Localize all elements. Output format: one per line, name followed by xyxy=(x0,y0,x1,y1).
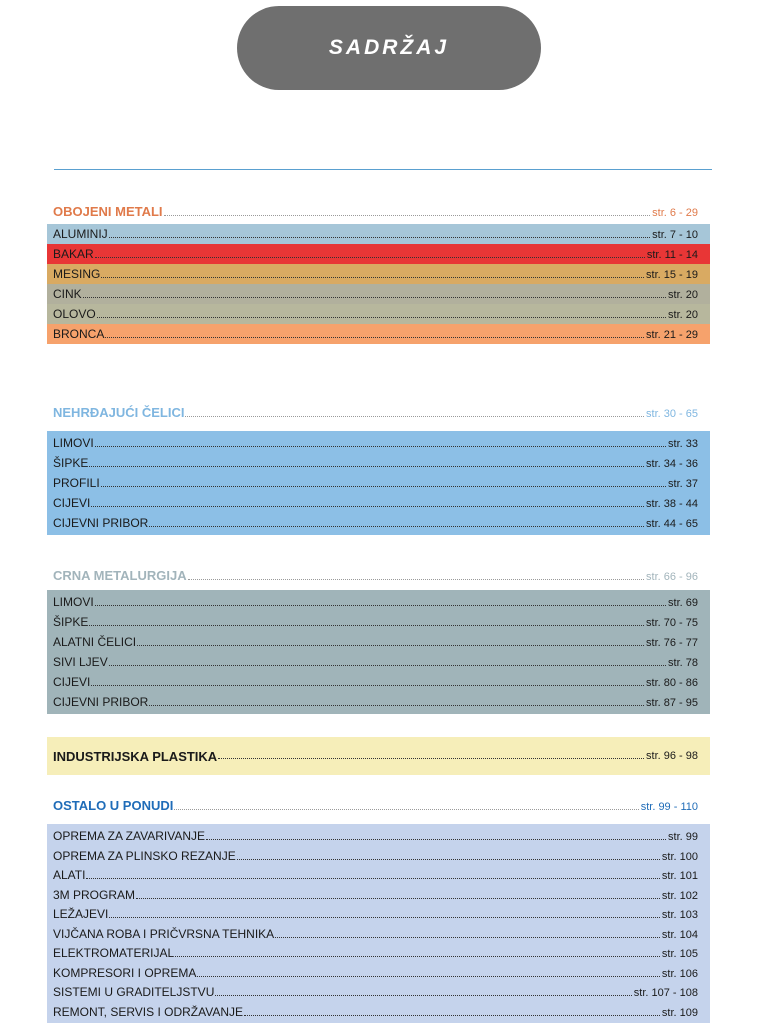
item-pages: str. 11 - 14 xyxy=(646,249,698,261)
item-pages: str. 102 xyxy=(661,889,698,902)
leader-dots xyxy=(109,917,660,918)
list-item[interactable] xyxy=(47,632,710,652)
list-item[interactable] xyxy=(47,224,710,244)
item-pages: str. 7 - 10 xyxy=(652,229,698,241)
leader-dots xyxy=(97,317,666,318)
section-header[interactable] xyxy=(47,568,710,588)
item-name: CIJEVNI PRIBOR xyxy=(53,516,149,530)
list-item[interactable] xyxy=(47,672,710,692)
section-header[interactable] xyxy=(47,204,710,224)
list-item[interactable] xyxy=(47,453,710,473)
item-name: ELEKTROMATERIJAL xyxy=(53,946,175,960)
section-title: NEHRĐAJUĆI ČELICI xyxy=(53,405,185,420)
leader-dots xyxy=(109,665,666,666)
list-item[interactable] xyxy=(47,433,710,453)
item-pages: str. 33 xyxy=(668,438,698,450)
leader-dots xyxy=(275,937,660,938)
leader-dots xyxy=(101,486,666,487)
leader-dots xyxy=(206,839,666,840)
list-item[interactable] xyxy=(47,473,710,493)
list-item[interactable] xyxy=(47,943,710,963)
item-name: BRONCA xyxy=(53,327,105,341)
leader-dots xyxy=(244,1015,660,1016)
leader-dots xyxy=(95,257,645,258)
top-divider xyxy=(54,169,712,170)
list-item[interactable] xyxy=(47,846,710,866)
item-name: SISTEMI U GRADITELJSTVU xyxy=(53,985,215,999)
section-pages: str. 6 - 29 xyxy=(652,207,698,219)
leader-dots xyxy=(149,526,644,527)
item-name: CIJEVNI PRIBOR xyxy=(53,695,149,709)
list-item[interactable] xyxy=(47,652,710,672)
list-item[interactable] xyxy=(47,592,710,612)
item-pages: str. 15 - 19 xyxy=(646,269,698,281)
section-items xyxy=(47,224,710,344)
list-item[interactable] xyxy=(47,826,710,846)
leader-dots xyxy=(175,956,660,957)
item-pages: str. 101 xyxy=(661,870,698,882)
list-item[interactable] xyxy=(47,612,710,632)
section-obojeni-metali xyxy=(47,204,710,344)
list-item[interactable] xyxy=(47,324,710,344)
section-items xyxy=(47,824,710,1023)
list-item[interactable] xyxy=(47,692,710,712)
item-pages: str. 20 xyxy=(668,309,698,321)
leader-dots xyxy=(83,297,666,298)
item-pages: str. 34 - 36 xyxy=(646,458,698,470)
leader-dots xyxy=(105,337,644,338)
item-pages: str. 100 xyxy=(661,850,698,863)
section-items xyxy=(47,431,710,535)
leader-dots xyxy=(89,625,644,626)
item-pages: str. 107 - 108 xyxy=(633,987,698,999)
section-header[interactable] xyxy=(47,798,710,818)
item-name: LIMOVI xyxy=(53,436,94,450)
list-item[interactable] xyxy=(47,264,710,284)
list-item[interactable] xyxy=(47,284,710,304)
list-item[interactable] xyxy=(47,865,710,885)
item-name: INDUSTRIJSKA PLASTIKA xyxy=(53,748,218,764)
section-ostalo-u-ponudi xyxy=(47,798,710,1023)
item-name: PROFILI xyxy=(53,476,100,490)
section-pages: str. 30 - 65 xyxy=(646,408,698,420)
list-item[interactable] xyxy=(47,304,710,324)
item-pages: str. 87 - 95 xyxy=(646,697,698,709)
list-item[interactable] xyxy=(47,963,710,983)
section-title: OSTALO U PONUDI xyxy=(53,798,174,813)
leader-dots xyxy=(91,506,644,507)
item-pages: str. 37 xyxy=(668,478,698,490)
item-pages: str. 105 xyxy=(661,948,698,960)
item-pages: str. 20 xyxy=(668,289,698,301)
item-name: LIMOVI xyxy=(53,595,94,609)
item-name: VIJČANA ROBA I PRIČVRSNA TEHNIKA xyxy=(53,926,275,941)
section-crna-metalurgija xyxy=(47,568,710,714)
item-pages: str. 80 - 86 xyxy=(646,677,698,689)
item-pages: str. 103 xyxy=(661,909,698,921)
leader-dots xyxy=(91,685,644,686)
item-pages: str. 96 - 98 xyxy=(646,750,698,762)
item-pages: str. 21 - 29 xyxy=(646,329,698,341)
section-pages: str. 99 - 110 xyxy=(640,801,698,813)
leader-dots xyxy=(95,605,666,606)
list-item[interactable] xyxy=(47,493,710,513)
leader-dots xyxy=(109,237,650,238)
leader-dots xyxy=(237,859,660,860)
section-header[interactable] xyxy=(47,405,710,425)
leader-dots xyxy=(218,758,644,759)
leader-dots xyxy=(95,446,666,447)
item-name: OLOVO xyxy=(53,307,96,321)
list-item[interactable] xyxy=(47,1002,710,1022)
list-item[interactable] xyxy=(47,244,710,264)
item-name: ALATNI ČELICI xyxy=(53,635,137,649)
industrijska-plastika-row[interactable] xyxy=(47,737,710,775)
item-name: ŠIPKE xyxy=(53,615,89,629)
leader-dots xyxy=(215,995,631,996)
item-name: OPREMA ZA PLINSKO REZANJE xyxy=(53,848,236,863)
item-name: CIJEVI xyxy=(53,675,91,689)
item-name: MESING xyxy=(53,267,101,281)
leader-dots xyxy=(89,466,644,467)
leader-dots xyxy=(149,705,644,706)
leader-dots xyxy=(101,277,644,278)
item-name: REMONT, SERVIS I ODRŽAVANJE xyxy=(53,1004,244,1019)
item-name: OPREMA ZA ZAVARIVANJE xyxy=(53,829,206,843)
item-pages: str. 99 xyxy=(668,831,698,843)
item-name: SIVI LJEV xyxy=(53,655,108,669)
item-pages: str. 109 xyxy=(661,1006,698,1019)
list-item[interactable] xyxy=(47,513,710,533)
leader-dots xyxy=(185,416,644,417)
page-title: SADRŽAJ xyxy=(328,36,450,59)
section-title: OBOJENI METALI xyxy=(53,204,163,219)
item-pages: str. 69 xyxy=(668,597,698,609)
leader-dots xyxy=(137,645,644,646)
item-name: BAKAR xyxy=(53,247,94,261)
item-pages: str. 78 xyxy=(668,657,698,669)
list-item[interactable] xyxy=(47,885,710,905)
list-item[interactable] xyxy=(47,904,710,924)
leader-dots xyxy=(164,215,651,216)
item-name: ŠIPKE xyxy=(53,456,89,470)
section-pages: str. 66 - 96 xyxy=(646,571,698,583)
list-item[interactable] xyxy=(47,924,710,944)
item-name: CIJEVI xyxy=(53,496,91,510)
section-items xyxy=(47,590,710,714)
item-name: ALUMINIJ xyxy=(53,227,108,241)
leader-dots xyxy=(86,878,659,879)
leader-dots xyxy=(174,809,638,810)
item-name: ALATI xyxy=(53,868,86,882)
item-name: KOMPRESORI I OPREMA xyxy=(53,965,197,980)
item-pages: str. 104 xyxy=(661,928,698,941)
item-pages: str. 70 - 75 xyxy=(646,617,698,629)
list-item[interactable] xyxy=(47,982,710,1002)
leader-dots xyxy=(188,579,644,580)
item-name: 3M PROGRAM xyxy=(53,887,136,902)
leader-dots xyxy=(136,898,660,899)
section-title: CRNA METALURGIJA xyxy=(53,568,187,583)
item-pages: str. 106 xyxy=(661,967,698,980)
item-pages: str. 76 - 77 xyxy=(646,637,698,649)
item-pages: str. 44 - 65 xyxy=(646,518,698,530)
item-name: LEŽAJEVI xyxy=(53,907,109,921)
leader-dots xyxy=(197,976,660,977)
item-pages: str. 38 - 44 xyxy=(646,498,698,510)
section-nehrdajuci-celici xyxy=(47,405,710,535)
item-name: CINK xyxy=(53,287,82,301)
title-pill xyxy=(237,6,541,90)
